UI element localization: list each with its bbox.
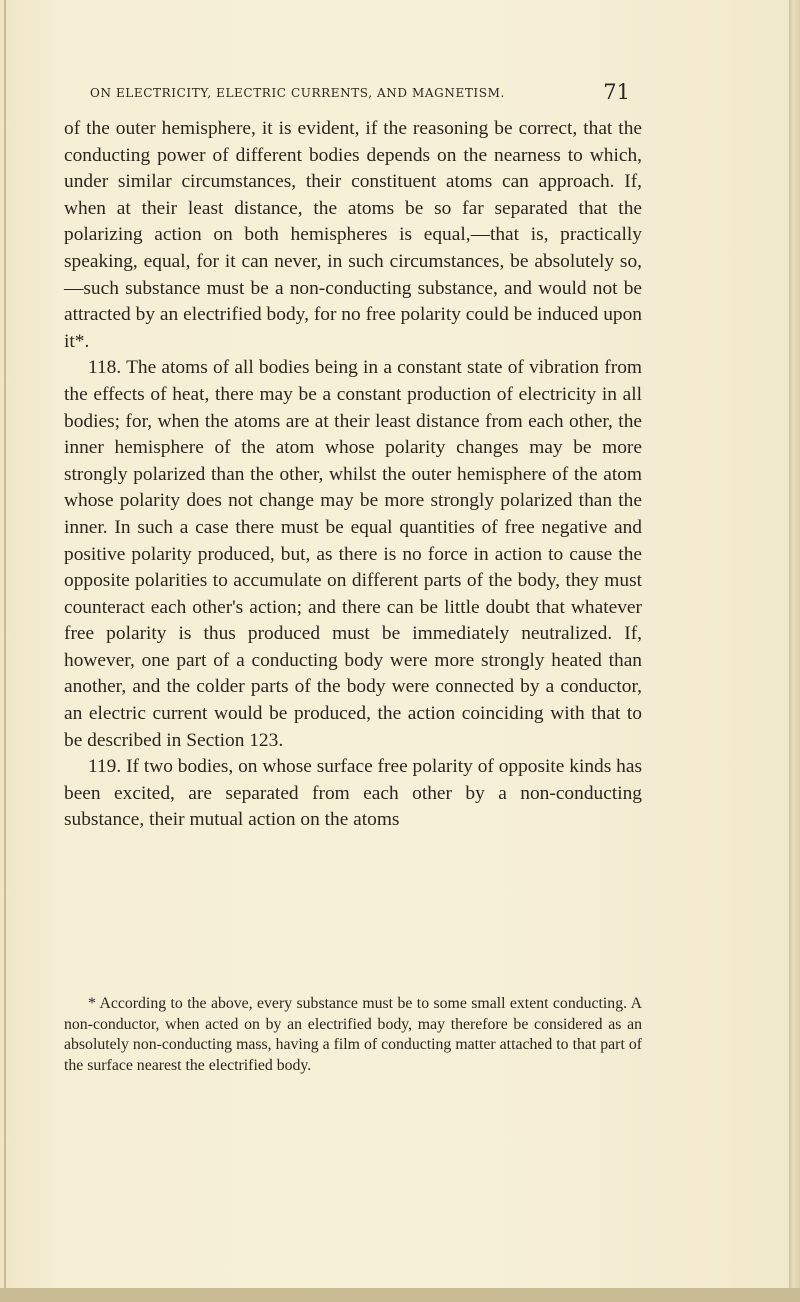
page-number: 71 <box>603 80 630 104</box>
main-text <box>64 116 642 834</box>
paragraph-continuation: of the outer hemisphere, it is evident, if the reasoning be correct, that the conducting power of different bodies depends on the nearness to which, under similar circumstances, their constituent atoms can approach. If, when at their least distance, the atoms be so far separated that the polarizing action on both hemispheres is equal,—that is, practically speaking, equal, for it can never, in such circumstances, be absolutely so,—such substance must be a non-conducting substance, and would not be attracted by an electrified body, for no free polarity could be induced upon it*. <box>64 118 642 352</box>
page-right-edge <box>789 0 800 1302</box>
running-header <box>90 80 630 104</box>
running-title: ON ELECTRICITY, ELECTRIC CURRENTS, AND MAGNETISM. <box>90 86 505 100</box>
page-left-edge <box>4 0 6 1302</box>
paragraph-119: 119. If two bodies, on whose surface free polarity of opposite kinds has been excited, are separated from each other by a non-conducting substance, their mutual action on the atoms <box>64 756 642 831</box>
paragraph-118: 118. The atoms of all bodies being in a constant state of vibration from the effects of heat, there may be a constant production of electricity in all bodies; for, when the atoms are at their least distance from each other, the inner hemisphere of the atom whose polarity changes may be more strongly polarized than the other, whilst the outer hemisphere of the atom whose polarity does not change may be more strongly polarized than the inner. In such a case there must be equal quantities of free negative and positive polarity produced, but, as there is no force in action to cause the opposite polarities to accumulate on different parts of the body, they must counteract each other's action; and there can be little doubt that whatever free polarity is thus produced must be immediately neutralized. If, however, one part of a conducting body were more strongly heated than another, and the colder parts of the body were connected by a conductor, an electric current would be produced, the action coinciding with that to be described in Section 123. <box>64 357 642 751</box>
page-bottom-edge <box>0 1288 800 1302</box>
footnote: * According to the above, every substance must be to some small extent conducting. A non-conductor, when acted on by an electrified body, may therefore be considered as an absolutely non-conducting mass, having a film of conducting matter attached to that part of the surface nearest the electrified body. <box>64 995 642 1074</box>
